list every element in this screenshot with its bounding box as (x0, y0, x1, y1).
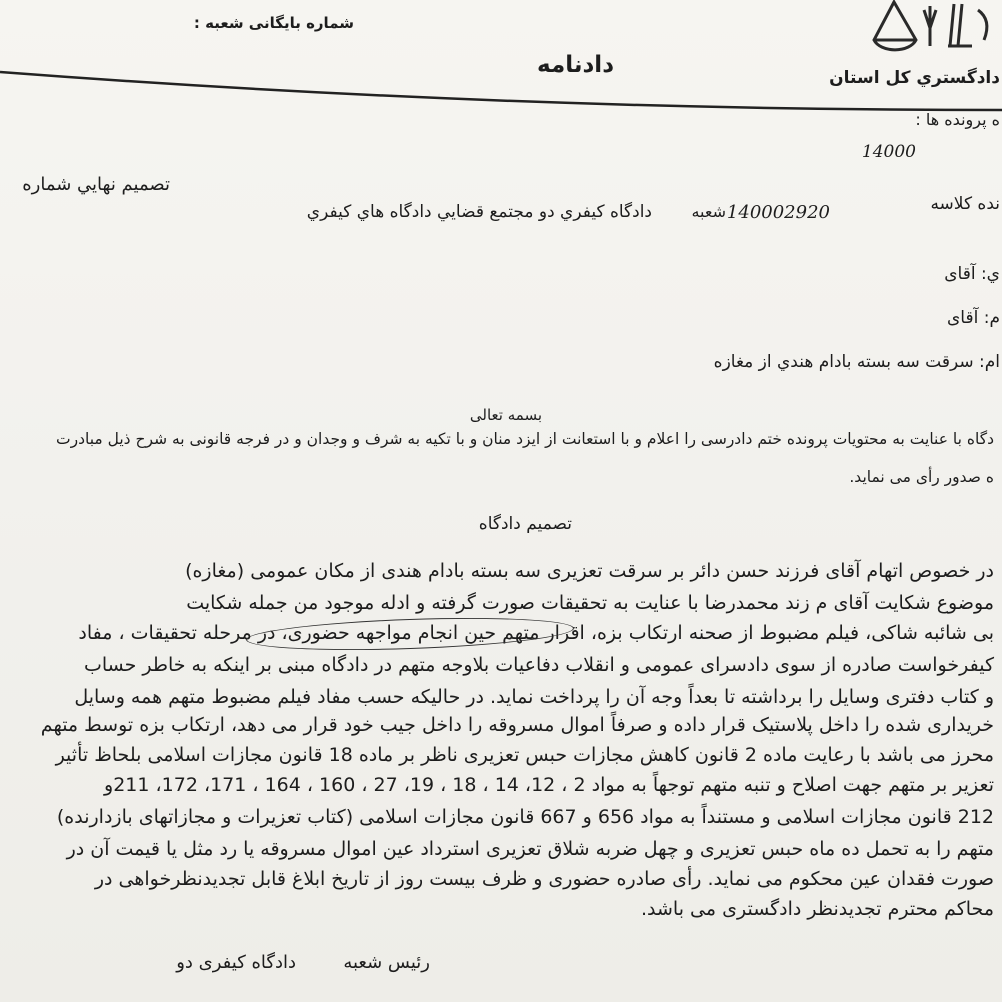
decision-line: تعزیر بر متهم جهت اصلاح و تنبه متهم توجهاً به مواد 2 ، 12، 14 ، 18 ، 19، 27 ، 160 ، 164 ، 171، 172، 211و (104, 774, 994, 796)
org-name: دادگستري كل استان (829, 68, 1000, 88)
signature-title: رئیس شعبه (343, 952, 430, 973)
invocation: بسمه تعالی (469, 406, 542, 424)
decision-line: متهم را به تحمل ده ماه حبس تعزیری و چهل ضربه شلاق تعزیری استرداد عین اموال مسروقه یا رد مثل یا قیمت آن در (66, 838, 994, 860)
charge-label: ام: سرقت سه بسته بادام هندي از مغازه (713, 352, 1000, 372)
decision-line: محاکم محترم تجدیدنظر دادگستری می باشد. (641, 898, 994, 920)
decision-heading: تصمیم دادگاه (478, 514, 572, 534)
court-branch-number: 140002920 (726, 202, 830, 223)
decision-line: خریداری شده را داخل پلاستیک قرار داده و صرفاً اموال مسروقه را داخل جیب خود قرار می دهد، ارتکاب بزه توسط متهم (40, 714, 994, 736)
decision-line: محرز می باشد با رعایت ماده 2 قانون کاهش مجازات حبس تعزیری ناظر بر ماده 18 قانون مجازات اسلامی بلحاظ تأثیر (55, 744, 994, 766)
decision-line: صورت فقدان عین محکوم می نماید. رأی صادره حضوری و ظرف بیست روز از تاریخ ابلاغ قابل تجدیدنظرخواهی در (94, 868, 994, 890)
document-title: دادنامه (537, 52, 614, 78)
preamble-line-2: ه صدور رأی می نماید. (849, 468, 994, 486)
archive-number-label: شماره بایگانی شعبه : (193, 14, 354, 32)
preamble-line-1: دگاه با عنایت به محتویات پرونده ختم دادرسی را اعلام و با استعانت از ایزد منان و با تکیه به شرف و وجدان و در فرجه قانونی به شرح ذیل مبادرت (56, 430, 994, 448)
decision-line: در خصوص اتهام آقای فرزند حسن دائر بر سرقت تعزیری سه بسته بادام هندی از مکان عمومی (مغازه) (185, 560, 994, 582)
decision-line: بی شائبه شاکی، فیلم مضبوط از صحنه ارتکاب بزه، اقرار متهم حین انجام مواجهه حضوری، در مرحله تحقیقات ، مفاد (78, 622, 994, 644)
class-label: نده كلاسه (930, 194, 1000, 214)
decision-line: کیفرخواست صادره از سوی دادسرای عمومی و انقلاب دفاعیات بلاوجه متهم در دادگاه مبنی بر اینکه به خاطر حساب (83, 654, 994, 676)
decision-line: و کتاب دفتری وسایل را برداشته تا بعداً وجه آن را پرداخت نماید. در حالیکه حسب مفاد فیلم مضبوط متهم همه وسایل (74, 686, 994, 708)
case-number-label: ه پرونده ها : (915, 110, 1000, 129)
court-name: دادگاه كيفري دو مجتمع قضايي دادگاه هاي كيفري (306, 202, 652, 222)
header-rule (0, 50, 1002, 132)
signature-court: دادگاه کیفری دو (176, 952, 296, 973)
complainant-label: ي: آقای (944, 264, 1000, 284)
decision-line: 212 قانون مجازات اسلامی و مستنداً به مواد 656 و 667 قانون مجازات اسلامی (کتاب تعزیرات و مجازاتهای بازدارنده) (56, 806, 994, 828)
court-branch-label: شعبه (691, 202, 726, 221)
final-decision-label: تصميم نهايي شماره (22, 174, 170, 195)
accused-label: م: آقای (947, 308, 1000, 328)
case-number-value: 14000 (861, 142, 916, 162)
decision-line: موضوع شکایت آقای م زند محمدرضا با عنایت به تحقیقات صورت گرفته و ادله موجود من جمله شکایت (186, 592, 994, 614)
